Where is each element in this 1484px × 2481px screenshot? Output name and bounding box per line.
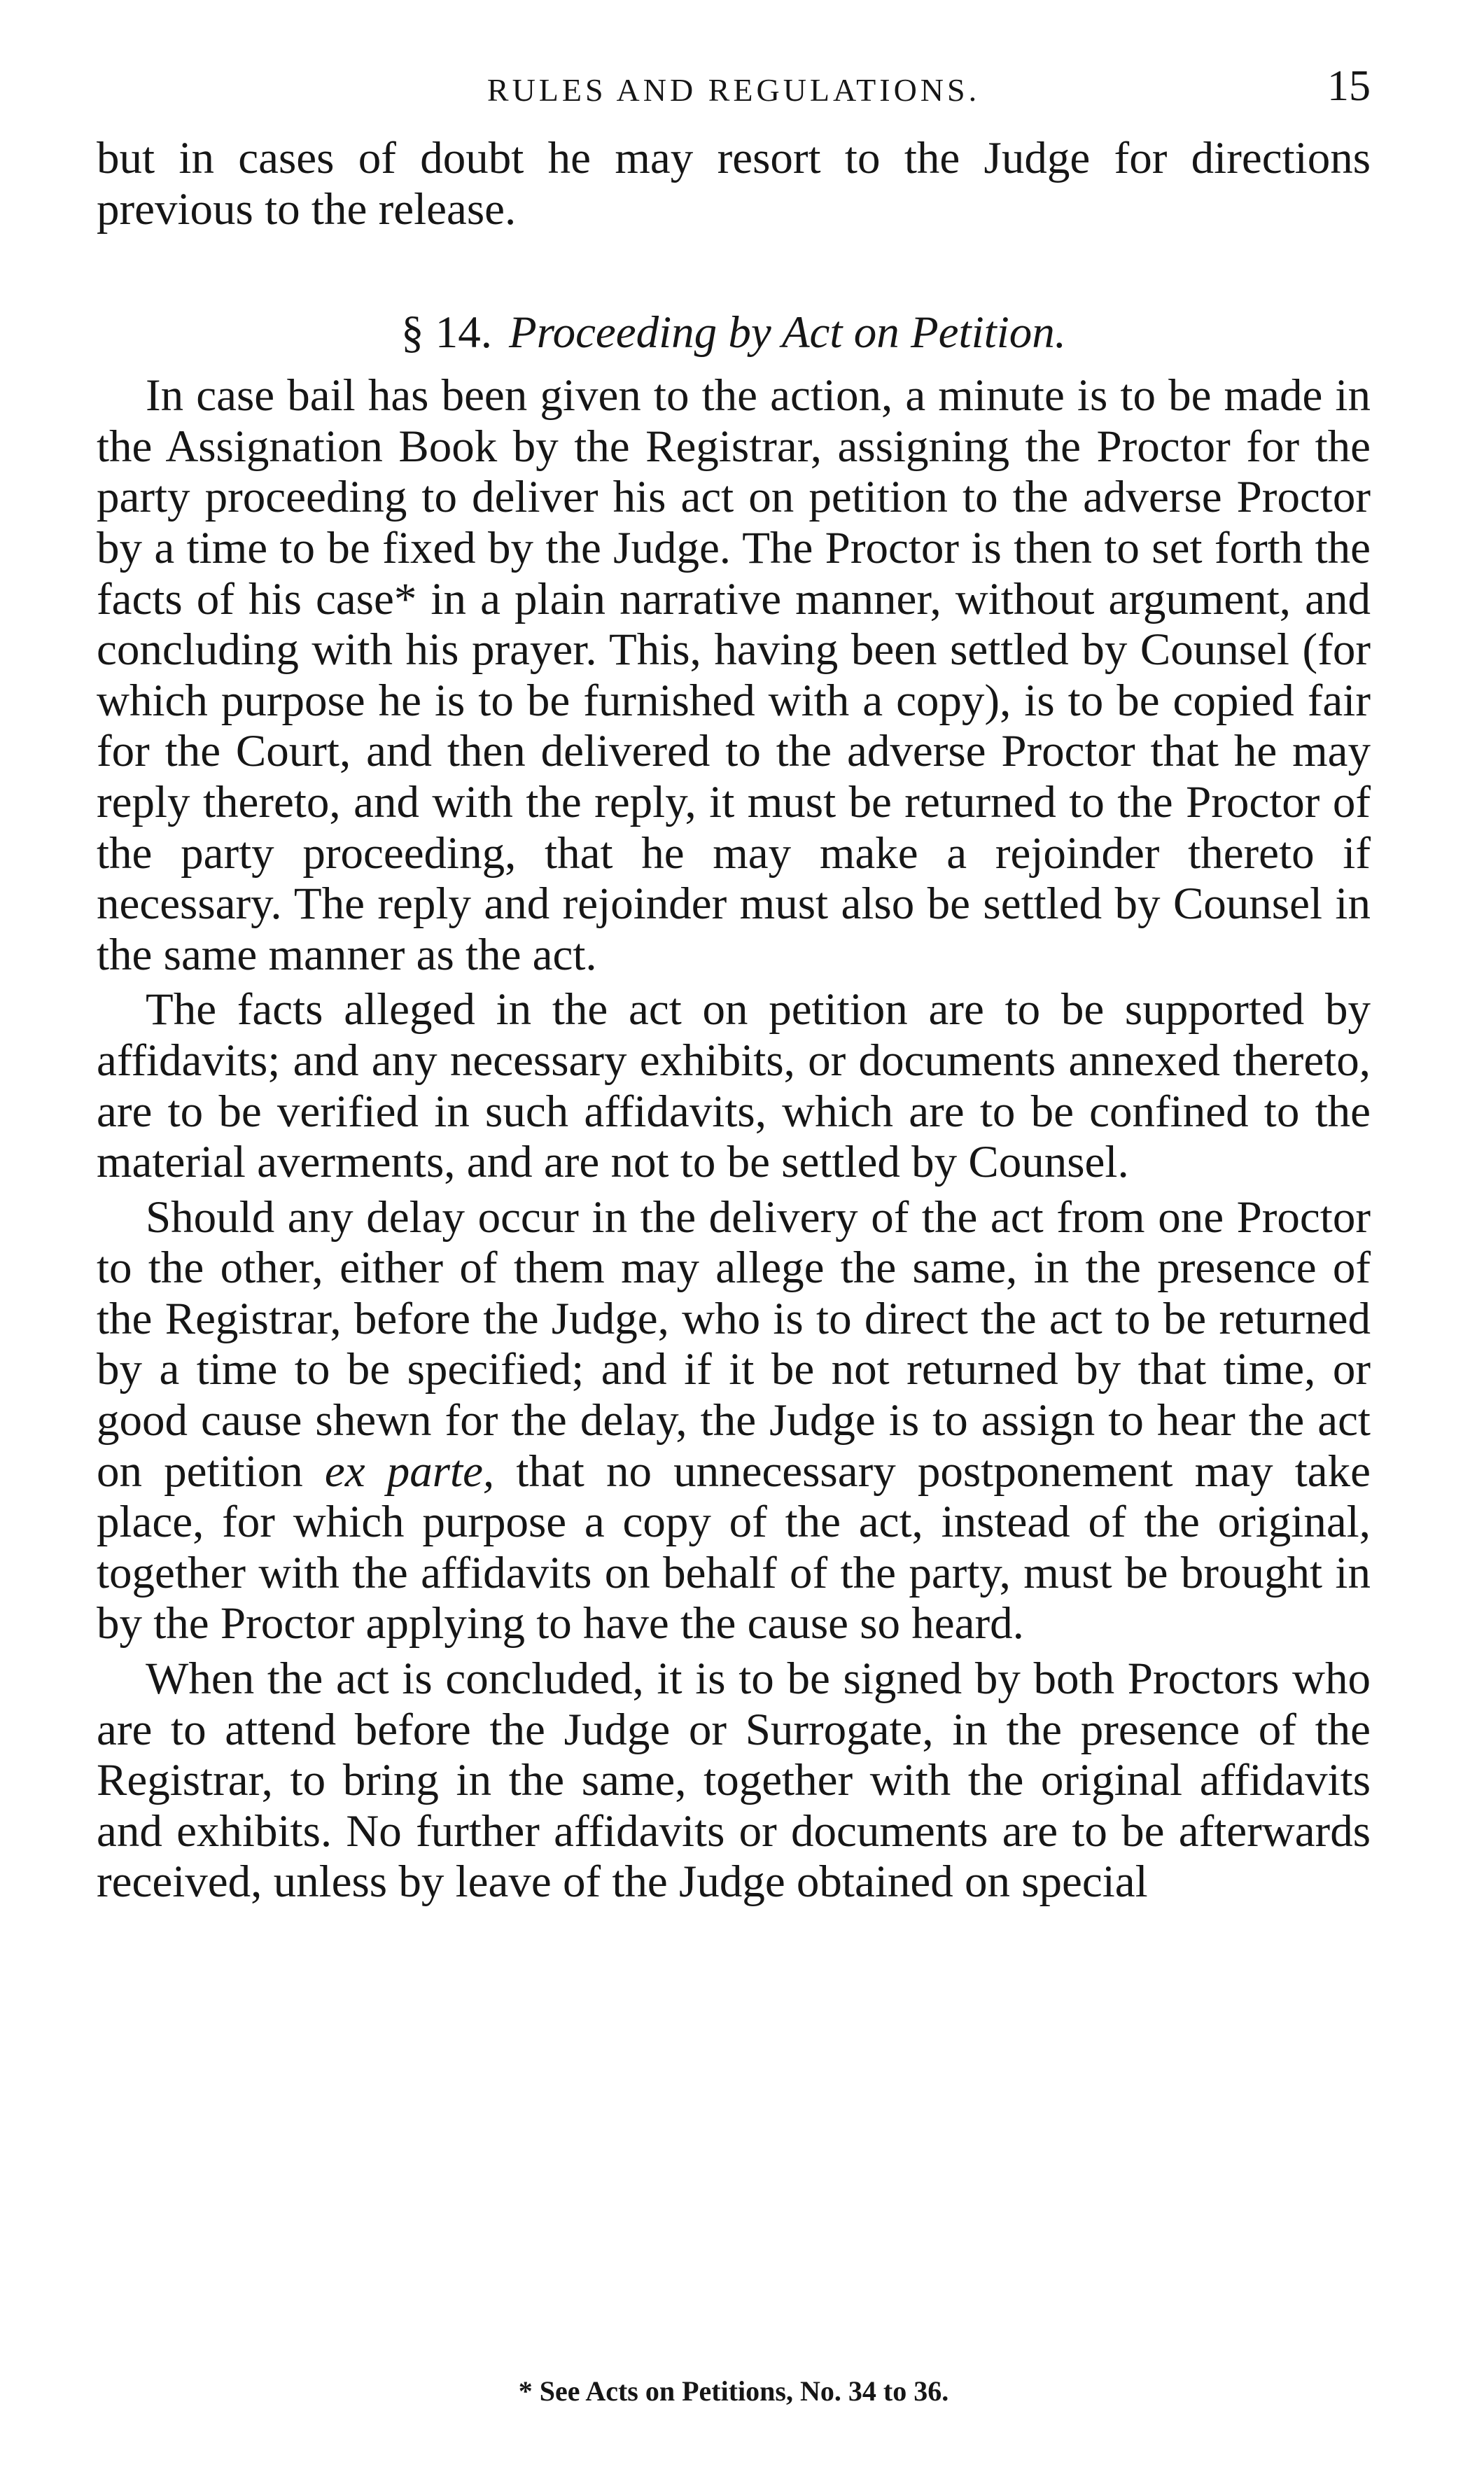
paragraph-affidavits: The facts alleged in the act on petition are to be supported by affidavits; and any necessary exhibits, or documents annexed thereto, are to be verified in such affidavits, which are to be confined to the material averments, and are not to be settled by Counsel. — [97, 984, 1371, 1188]
section-title: Proceeding by Act on Petition. — [508, 307, 1067, 358]
section-number: § 14. — [400, 307, 492, 358]
paragraph-delay — [97, 1192, 1371, 1649]
running-title: RULES AND REGULATIONS. — [486, 72, 981, 108]
latin-phrase-ex-parte: ex parte, — [324, 1446, 495, 1497]
paragraph-delay-text-a: Should any delay occur in the delivery of the act from one Proctor to the other, either of them may allege the same, in the presence of the Registrar, before the Judge, who is to direct the act to be returned by a time to be specified; and if it be not returned by that time, or good cause shewn for the delay, the Judge is to assign to hear the act on petition — [97, 1191, 1371, 1497]
footnote: * See Acts on Petitions, No. 34 to 36. — [518, 2375, 949, 2407]
book-page — [97, 56, 1371, 1908]
continued-paragraph: but in cases of doubt he may resort to the Judge for directions previous to the release. — [97, 133, 1371, 235]
paragraph-delay-text-b: that no unnecessary postponement may take place, for which purpose a copy of the act, instead of the original, together with the affidavits on behalf of the party, must be brought in by the Proctor applying to have the cause so heard. — [97, 1446, 1371, 1649]
section-heading — [97, 305, 1371, 361]
page-number: 15 — [1327, 62, 1371, 110]
running-head — [97, 56, 1371, 133]
paragraph-act-on-petition: In case bail has been given to the action, a minute is to be made in the Assignation Book by the Registrar, assigning the Proctor for the party proceeding to deliver his act on petition to the adverse Proctor by a time to be fixed by the Judge. The Proctor is then to set forth the facts of his case* in a plain narrative manner, without argument, and concluding with his prayer. This, having been settled by Counsel (for which purpose he is to be furnished with a copy), is to be copied fair for the Court, and then delivered to the adverse Proctor that he may reply thereto, and with the reply, it must be returned to the Proctor of the party proceeding, that he may make a rejoinder thereto if necessary. The reply and rejoinder must also be settled by Counsel in the same manner as the act. — [97, 370, 1371, 980]
paragraph-conclusion: When the act is concluded, it is to be signed by both Proctors who are to attend before the Judge or Surrogate, in the presence of the Registrar, to bring in the same, together with the original affidavits and exhibits. No further affidavits or documents are to be afterwards received, unless by leave of the Judge obtained on special — [97, 1654, 1371, 1908]
